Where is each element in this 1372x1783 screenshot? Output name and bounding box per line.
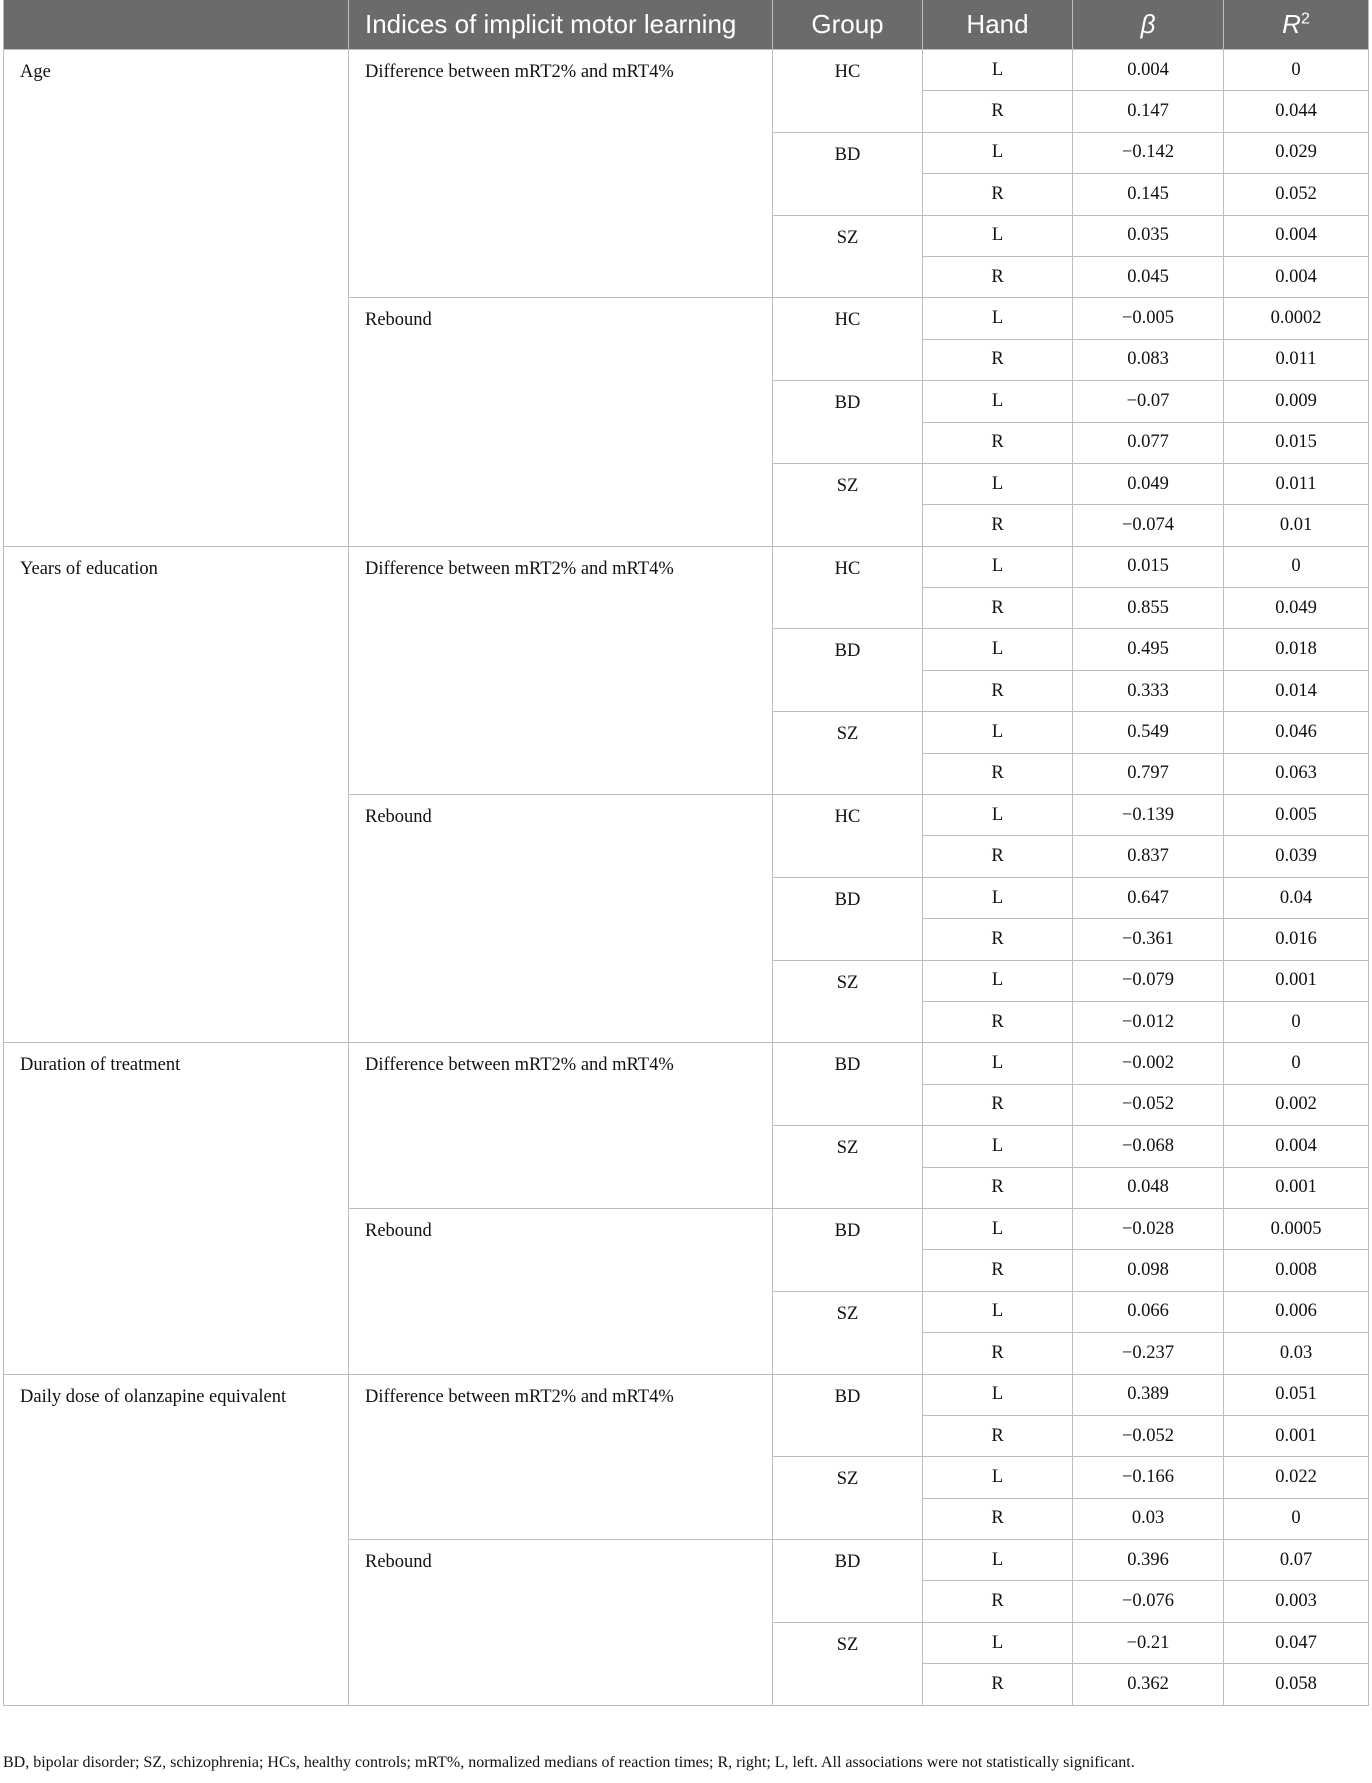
hand-cell: L xyxy=(923,1374,1073,1415)
hand-cell: L xyxy=(923,877,1073,918)
r-squared-cell: 0.07 xyxy=(1224,1540,1369,1581)
r-squared-cell: 0 xyxy=(1224,546,1369,587)
group-cell: BD xyxy=(773,132,923,215)
results-table-container xyxy=(3,0,1368,1706)
index-cell: Rebound xyxy=(349,795,773,1043)
r-squared-cell: 0.001 xyxy=(1224,1415,1369,1456)
hand-cell: R xyxy=(923,1498,1073,1539)
r-squared-cell: 0.004 xyxy=(1224,256,1369,297)
beta-cell: −0.005 xyxy=(1073,298,1224,339)
r-squared-cell: 0.009 xyxy=(1224,381,1369,422)
group-cell: BD xyxy=(773,381,923,464)
r-squared-cell: 0.029 xyxy=(1224,132,1369,173)
beta-cell: 0.362 xyxy=(1073,1664,1224,1705)
header-r-letter: R xyxy=(1282,9,1301,39)
group-cell: SZ xyxy=(773,1457,923,1540)
r-squared-cell: 0.015 xyxy=(1224,422,1369,463)
beta-cell: 0.495 xyxy=(1073,629,1224,670)
beta-cell: −0.002 xyxy=(1073,1043,1224,1084)
beta-cell: −0.068 xyxy=(1073,1126,1224,1167)
r-squared-cell: 0.005 xyxy=(1224,795,1369,836)
group-cell: SZ xyxy=(773,463,923,546)
hand-cell: L xyxy=(923,1126,1073,1167)
beta-cell: −0.237 xyxy=(1073,1333,1224,1374)
hand-cell: R xyxy=(923,1167,1073,1208)
hand-cell: L xyxy=(923,1291,1073,1332)
hand-cell: R xyxy=(923,670,1073,711)
r-squared-cell: 0.044 xyxy=(1224,91,1369,132)
r-squared-cell: 0.039 xyxy=(1224,836,1369,877)
r-squared-cell: 0.001 xyxy=(1224,960,1369,1001)
group-cell: HC xyxy=(773,546,923,629)
variable-cell: Years of education xyxy=(4,546,349,1043)
hand-cell: L xyxy=(923,381,1073,422)
hand-cell: R xyxy=(923,91,1073,132)
r-squared-cell: 0.022 xyxy=(1224,1457,1369,1498)
r-squared-cell: 0 xyxy=(1224,1498,1369,1539)
hand-cell: L xyxy=(923,629,1073,670)
r-squared-cell: 0.008 xyxy=(1224,1250,1369,1291)
r-squared-cell: 0.049 xyxy=(1224,588,1369,629)
r-squared-cell: 0.0005 xyxy=(1224,1208,1369,1249)
hand-cell: R xyxy=(923,505,1073,546)
group-cell: HC xyxy=(773,50,923,133)
beta-cell: 0.333 xyxy=(1073,670,1224,711)
hand-cell: L xyxy=(923,50,1073,91)
beta-cell: −0.139 xyxy=(1073,795,1224,836)
r-squared-cell: 0.011 xyxy=(1224,339,1369,380)
hand-cell: R xyxy=(923,588,1073,629)
regression-table xyxy=(3,0,1369,1706)
hand-cell: R xyxy=(923,1084,1073,1125)
r-squared-cell: 0.006 xyxy=(1224,1291,1369,1332)
r-squared-cell: 0 xyxy=(1224,1043,1369,1084)
group-cell: SZ xyxy=(773,712,923,795)
r-squared-cell: 0.03 xyxy=(1224,1333,1369,1374)
beta-cell: 0.004 xyxy=(1073,50,1224,91)
header-row xyxy=(4,0,1369,50)
table-row xyxy=(4,1043,1369,1084)
group-cell: SZ xyxy=(773,215,923,298)
beta-cell: −0.361 xyxy=(1073,919,1224,960)
beta-cell: 0.147 xyxy=(1073,91,1224,132)
header-hand: Hand xyxy=(923,0,1073,50)
index-cell: Difference between mRT2% and mRT4% xyxy=(349,1043,773,1209)
index-cell: Difference between mRT2% and mRT4% xyxy=(349,1374,773,1540)
hand-cell: L xyxy=(923,960,1073,1001)
hand-cell: L xyxy=(923,1622,1073,1663)
hand-cell: R xyxy=(923,1415,1073,1456)
beta-cell: −0.028 xyxy=(1073,1208,1224,1249)
beta-cell: 0.647 xyxy=(1073,877,1224,918)
beta-cell: 0.049 xyxy=(1073,463,1224,504)
hand-cell: L xyxy=(923,298,1073,339)
r-squared-cell: 0.018 xyxy=(1224,629,1369,670)
beta-cell: −0.166 xyxy=(1073,1457,1224,1498)
variable-cell: Daily dose of olanzapine equivalent xyxy=(4,1374,349,1705)
r-squared-cell: 0.004 xyxy=(1224,1126,1369,1167)
group-cell: SZ xyxy=(773,1622,923,1705)
beta-cell: 0.145 xyxy=(1073,174,1224,215)
beta-cell: 0.855 xyxy=(1073,588,1224,629)
beta-cell: 0.03 xyxy=(1073,1498,1224,1539)
r-squared-cell: 0.011 xyxy=(1224,463,1369,504)
header-r-exponent: 2 xyxy=(1300,10,1310,28)
beta-cell: −0.074 xyxy=(1073,505,1224,546)
group-cell: BD xyxy=(773,877,923,960)
r-squared-cell: 0.01 xyxy=(1224,505,1369,546)
header-beta: β xyxy=(1073,0,1224,50)
hand-cell: L xyxy=(923,215,1073,256)
beta-cell: 0.396 xyxy=(1073,1540,1224,1581)
variable-cell: Duration of treatment xyxy=(4,1043,349,1374)
hand-cell: R xyxy=(923,1581,1073,1622)
index-cell: Rebound xyxy=(349,1540,773,1706)
beta-cell: 0.077 xyxy=(1073,422,1224,463)
r-squared-cell: 0.003 xyxy=(1224,1581,1369,1622)
beta-cell: 0.389 xyxy=(1073,1374,1224,1415)
variable-cell: Age xyxy=(4,50,349,547)
r-squared-cell: 0 xyxy=(1224,1001,1369,1042)
hand-cell: R xyxy=(923,1001,1073,1042)
beta-cell: 0.045 xyxy=(1073,256,1224,297)
hand-cell: L xyxy=(923,546,1073,587)
table-row xyxy=(4,50,1369,91)
hand-cell: L xyxy=(923,463,1073,504)
r-squared-cell: 0.002 xyxy=(1224,1084,1369,1125)
r-squared-cell: 0.047 xyxy=(1224,1622,1369,1663)
r-squared-cell: 0.014 xyxy=(1224,670,1369,711)
index-cell: Rebound xyxy=(349,1208,773,1374)
index-cell: Difference between mRT2% and mRT4% xyxy=(349,50,773,298)
group-cell: SZ xyxy=(773,1126,923,1209)
r-squared-cell: 0.0002 xyxy=(1224,298,1369,339)
beta-cell: 0.549 xyxy=(1073,712,1224,753)
hand-cell: L xyxy=(923,1208,1073,1249)
group-cell: BD xyxy=(773,629,923,712)
group-cell: HC xyxy=(773,795,923,878)
group-cell: SZ xyxy=(773,1291,923,1374)
table-row xyxy=(4,1374,1369,1415)
table-footnote: BD, bipolar disorder; SZ, schizophrenia; HCs, healthy controls; mRT%, normalized medians of reaction times; R, right; L, left. All associations were not statistically significant. xyxy=(3,1754,1135,1771)
hand-cell: R xyxy=(923,753,1073,794)
beta-cell: 0.837 xyxy=(1073,836,1224,877)
group-cell: BD xyxy=(773,1374,923,1457)
hand-cell: L xyxy=(923,1043,1073,1084)
group-cell: BD xyxy=(773,1540,923,1623)
group-cell: SZ xyxy=(773,960,923,1043)
hand-cell: R xyxy=(923,256,1073,297)
beta-cell: 0.035 xyxy=(1073,215,1224,256)
beta-cell: 0.083 xyxy=(1073,339,1224,380)
r-squared-cell: 0.063 xyxy=(1224,753,1369,794)
hand-cell: R xyxy=(923,422,1073,463)
beta-cell: −0.07 xyxy=(1073,381,1224,422)
header-variable xyxy=(4,0,349,50)
beta-cell: 0.066 xyxy=(1073,1291,1224,1332)
hand-cell: R xyxy=(923,1333,1073,1374)
r-squared-cell: 0.046 xyxy=(1224,712,1369,753)
r-squared-cell: 0.051 xyxy=(1224,1374,1369,1415)
group-cell: BD xyxy=(773,1208,923,1291)
r-squared-cell: 0.001 xyxy=(1224,1167,1369,1208)
hand-cell: L xyxy=(923,795,1073,836)
hand-cell: R xyxy=(923,919,1073,960)
beta-cell: −0.076 xyxy=(1073,1581,1224,1622)
beta-cell: −0.052 xyxy=(1073,1415,1224,1456)
table-row xyxy=(4,546,1369,587)
header-indices: Indices of implicit motor learning xyxy=(349,0,773,50)
hand-cell: R xyxy=(923,1250,1073,1291)
beta-cell: 0.098 xyxy=(1073,1250,1224,1291)
beta-cell: 0.797 xyxy=(1073,753,1224,794)
beta-cell: 0.048 xyxy=(1073,1167,1224,1208)
hand-cell: L xyxy=(923,1457,1073,1498)
hand-cell: R xyxy=(923,836,1073,877)
header-r-squared xyxy=(1224,0,1369,50)
hand-cell: L xyxy=(923,132,1073,173)
r-squared-cell: 0.052 xyxy=(1224,174,1369,215)
index-cell: Difference between mRT2% and mRT4% xyxy=(349,546,773,794)
beta-cell: −0.012 xyxy=(1073,1001,1224,1042)
hand-cell: R xyxy=(923,1664,1073,1705)
beta-cell: −0.052 xyxy=(1073,1084,1224,1125)
hand-cell: L xyxy=(923,1540,1073,1581)
r-squared-cell: 0.016 xyxy=(1224,919,1369,960)
r-squared-cell: 0.04 xyxy=(1224,877,1369,918)
r-squared-cell: 0.004 xyxy=(1224,215,1369,256)
r-squared-cell: 0.058 xyxy=(1224,1664,1369,1705)
hand-cell: R xyxy=(923,174,1073,215)
group-cell: BD xyxy=(773,1043,923,1126)
index-cell: Rebound xyxy=(349,298,773,546)
group-cell: HC xyxy=(773,298,923,381)
header-group: Group xyxy=(773,0,923,50)
table-body xyxy=(4,50,1369,1706)
r-squared-cell: 0 xyxy=(1224,50,1369,91)
beta-cell: −0.21 xyxy=(1073,1622,1224,1663)
hand-cell: R xyxy=(923,339,1073,380)
beta-cell: 0.015 xyxy=(1073,546,1224,587)
beta-cell: −0.142 xyxy=(1073,132,1224,173)
hand-cell: L xyxy=(923,712,1073,753)
beta-cell: −0.079 xyxy=(1073,960,1224,1001)
